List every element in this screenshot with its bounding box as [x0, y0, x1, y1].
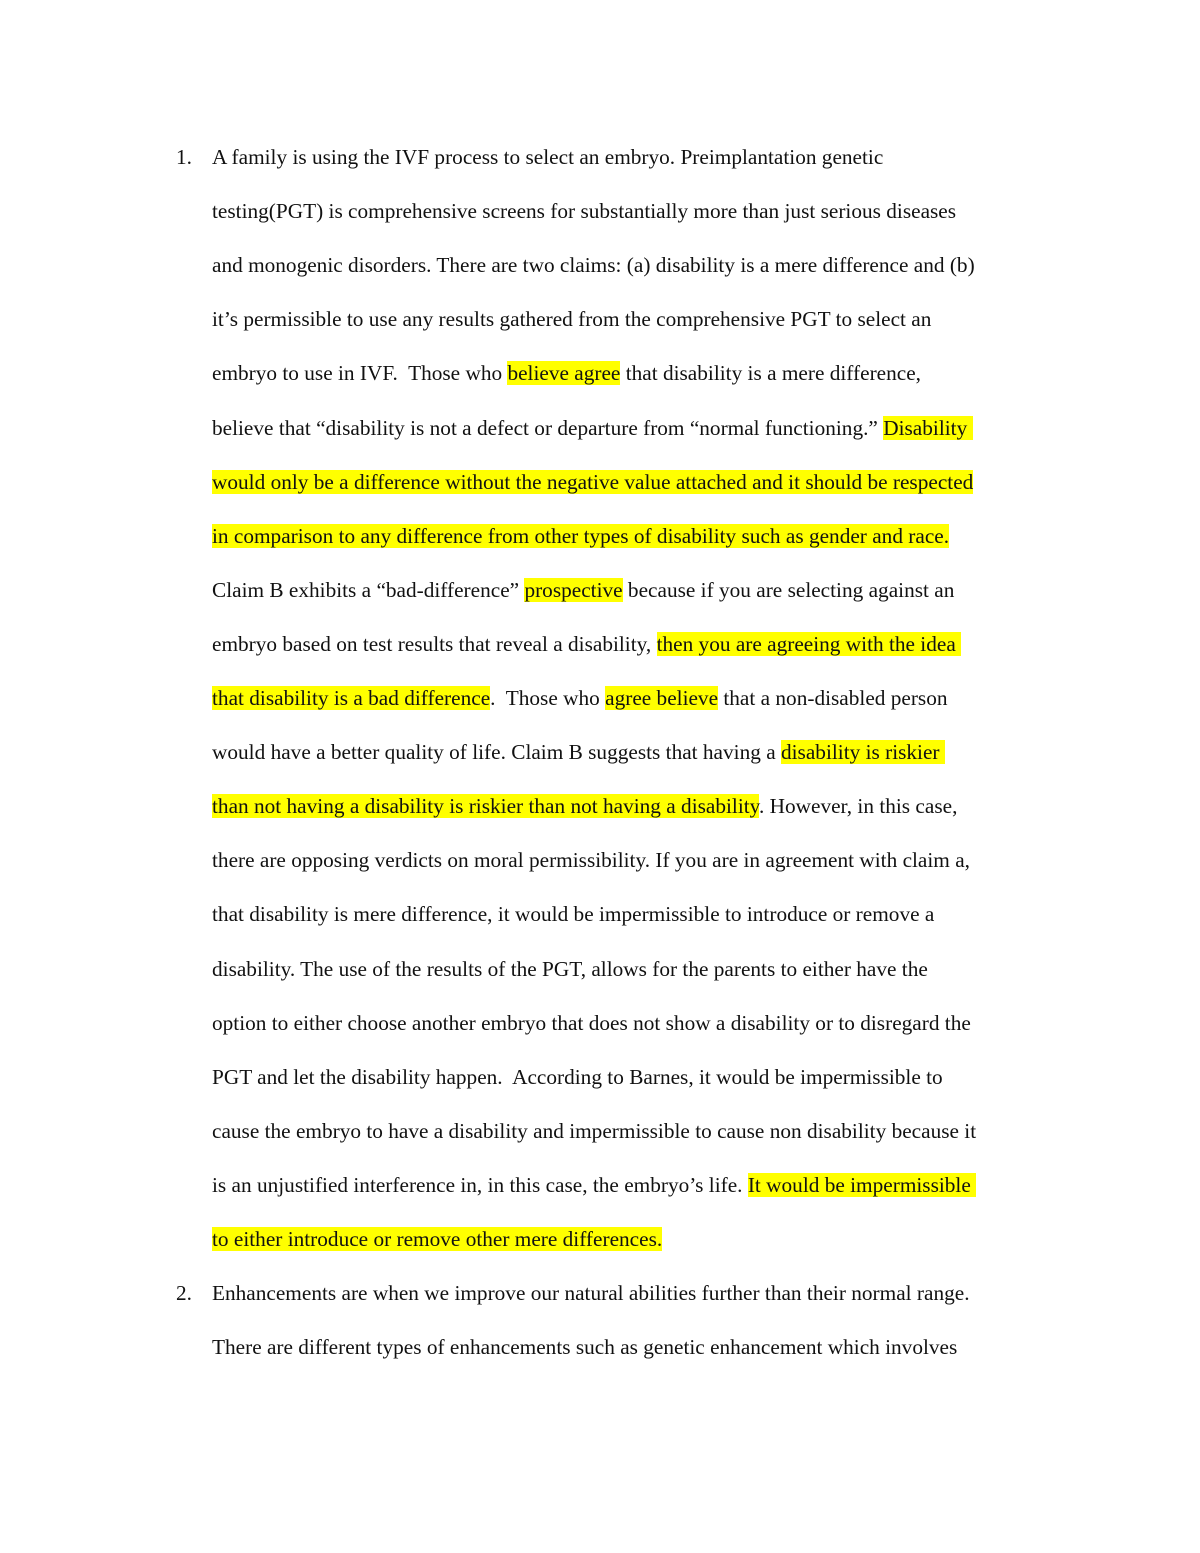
text-line [212, 184, 956, 238]
highlighted-text: then you are agreeing with the idea [656, 631, 962, 656]
text-segment: There are different types of enhancements such as genetic enhancement which involves [212, 1335, 958, 1360]
highlighted-text: would only be a difference without the negative value attached and it should be respected [212, 469, 974, 494]
text-segment: and monogenic disorders. There are two claims: (a) disability is a mere difference and (b) [212, 253, 975, 278]
text-line [212, 1212, 662, 1266]
text-segment: disability. The use of the results of the PGT, allows for the parents to either have the [212, 956, 928, 981]
text-line [212, 130, 883, 184]
text-segment: that disability is a mere difference, [620, 361, 921, 386]
text-segment: there are opposing verdicts on moral permissibility. If you are in agreement with claim a, [212, 848, 970, 873]
text-segment: that a non-disabled person [718, 686, 948, 710]
text-segment: testing(PGT) is comprehensive screens for substantially more than just serious diseases [212, 199, 957, 224]
list-number: 2. [176, 1281, 192, 1305]
text-line [212, 725, 945, 779]
text-line [212, 671, 948, 725]
text-segment: Enhancements are when we improve our natural abilities further than their normal range. [212, 1281, 970, 1305]
text-line [212, 1104, 976, 1158]
text-segment: . However, in this case, [758, 794, 958, 819]
text-line [212, 833, 970, 887]
text-segment: embryo based on test results that reveal a disability, [212, 631, 657, 656]
text-line [212, 1158, 976, 1212]
text-segment: would have a better quality of life. Claim B suggests that having a [212, 740, 781, 765]
text-line [212, 238, 975, 292]
highlighted-text: It would be impermissible [747, 1172, 977, 1197]
text-line [212, 563, 954, 617]
text-segment: it’s permissible to use any results gathered from the comprehensive PGT to select an [212, 307, 932, 332]
text-segment: is an unjustified interference in, in this case, the embryo’s life. [212, 1172, 748, 1197]
text-line [212, 887, 934, 941]
text-segment: cause the embryo to have a disability and impermissible to cause non disability because it [212, 1118, 977, 1143]
text-line [212, 455, 973, 509]
highlighted-text: to either introduce or remove other mere differences. [212, 1227, 663, 1251]
highlighted-text: prospective [524, 577, 623, 602]
list-number: 1. [176, 145, 192, 169]
text-segment: A family is using the IVF process to select an embryo. Preimplantation genetic [212, 145, 884, 169]
text-segment: option to either choose another embryo that does not show a disability or to disregard the [212, 1010, 971, 1035]
text-line [212, 509, 949, 563]
text-line [212, 1050, 943, 1104]
text-segment: embryo to use in IVF. Those who [212, 361, 508, 386]
text-line [212, 292, 931, 346]
text-line [212, 942, 928, 996]
text-segment: . Those who [490, 686, 606, 710]
text-segment: PGT and let the disability happen. According to Barnes, it would be impermissible to [212, 1064, 943, 1089]
text-line [212, 996, 971, 1050]
highlighted-text: that disability is a bad difference [212, 686, 491, 710]
text-line [212, 346, 921, 400]
text-segment: Claim B exhibits a “bad-difference” [212, 577, 525, 602]
text-segment: that disability is mere difference, it would be impermissible to introduce or remove a [212, 902, 935, 927]
text-line [212, 617, 961, 671]
highlighted-text: agree believe [605, 686, 719, 710]
highlighted-text: disability is riskier [780, 740, 945, 765]
highlighted-text: believe agree [507, 361, 621, 386]
text-line [212, 1320, 957, 1374]
text-line [212, 779, 957, 833]
text-line [212, 401, 973, 455]
highlighted-text: than not having a disability is riskier than not having a disability [212, 794, 759, 819]
highlighted-text: in comparison to any difference from other types of disability such as gender and race. [212, 523, 950, 548]
text-segment: because if you are selecting against an [622, 577, 955, 602]
text-segment: believe that “disability is not a defect or departure from “normal functioning.” [212, 415, 884, 440]
highlighted-text: Disability [883, 415, 973, 440]
text-line [212, 1266, 970, 1320]
